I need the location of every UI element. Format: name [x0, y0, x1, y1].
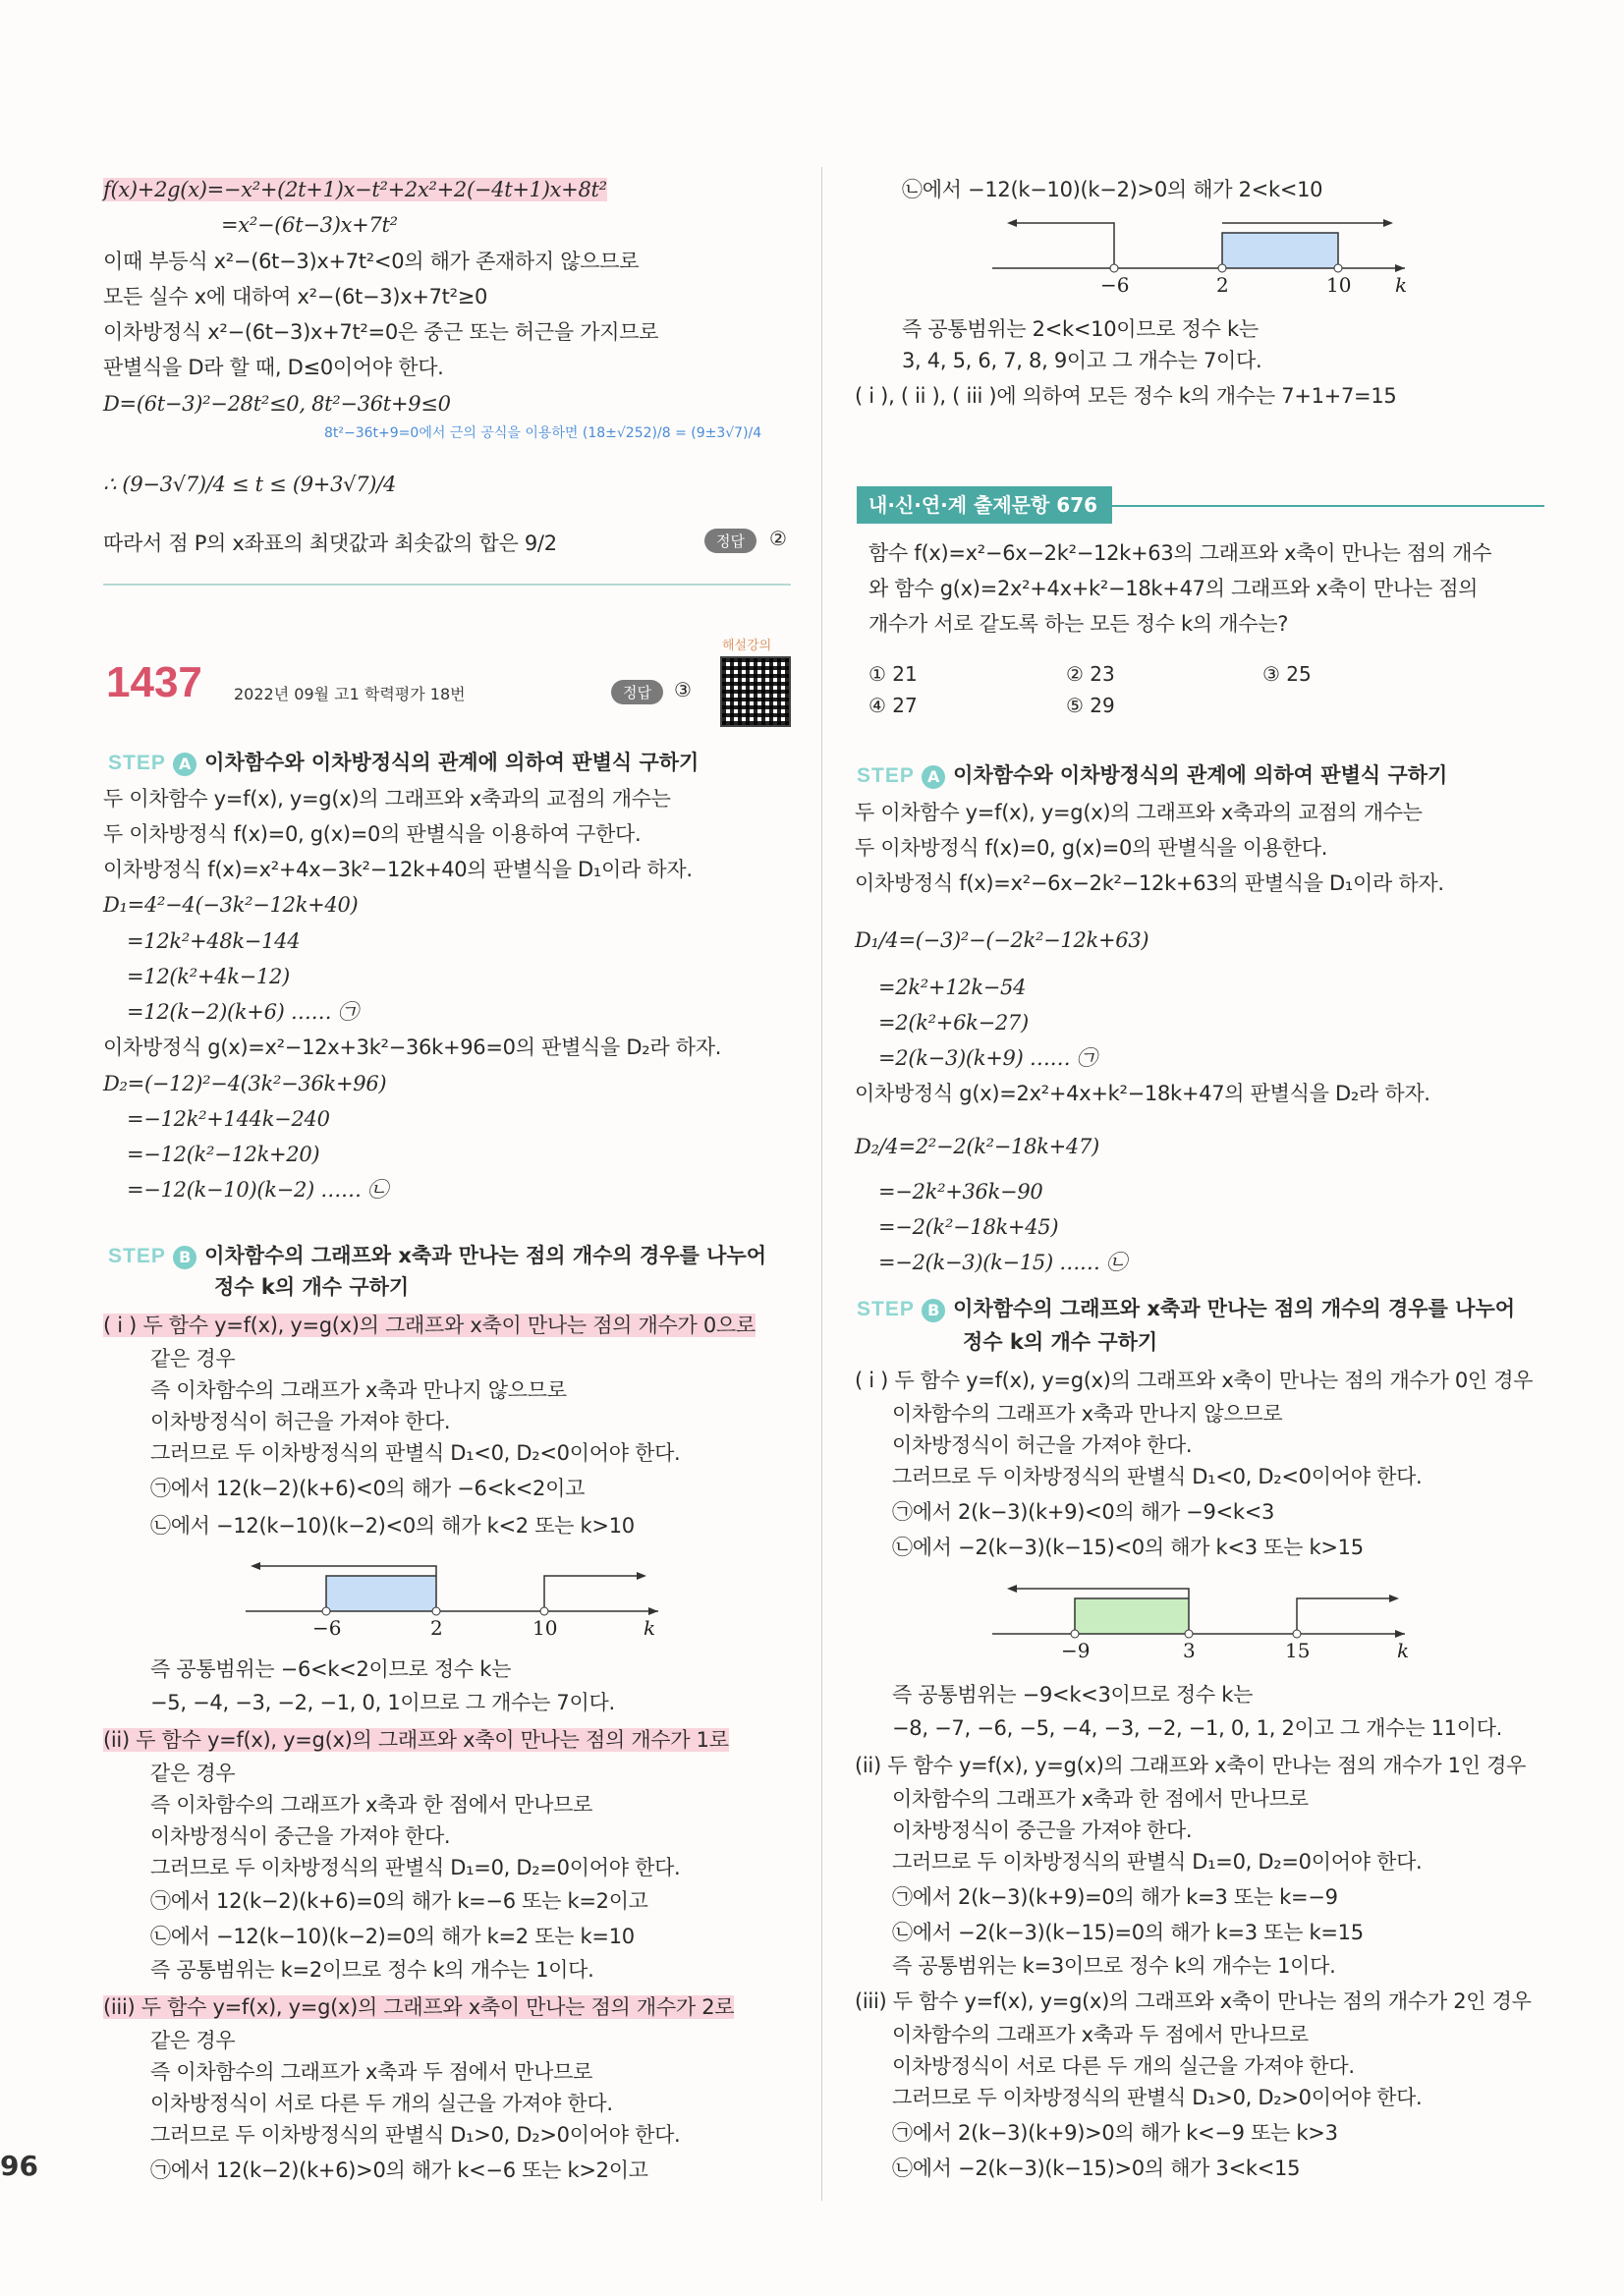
conclusion-line: 따라서 점 P의 x좌표의 최댓값과 최솟값의 합은 9/2 — [103, 532, 557, 555]
therefore-line: ∴ (9−3√7)/4 ≤ t ≤ (9+3√7)/4 — [103, 473, 397, 496]
text-line: −8, −7, −6, −5, −4, −3, −2, −1, 0, 1, 2이고 그 개수는 11이다. — [892, 1716, 1503, 1740]
question-line: 개수가 서로 같도록 하는 모든 정수 k의 개수는? — [868, 612, 1289, 636]
text-line: 그러므로 두 이차방정식의 판별식 D₁>0, D₂>0이어야 한다. — [150, 2123, 681, 2147]
interval-shade — [326, 1576, 436, 1611]
text-line: 이차방정식 f(x)=x²+4x−3k²−12k+40의 판별식을 D₁이라 하자. — [103, 858, 693, 881]
text-line: 이차방정식 f(x)=x²−6x−2k²−12k+63의 판별식을 D₁이라 하자. — [855, 871, 1444, 895]
text-line: 이차방정식 g(x)=2x²+4x+k²−18k+47의 판별식을 D₂라 하자. — [855, 1082, 1430, 1105]
step-a-heading: STEP A 이차함수와 이차방정식의 관계에 의하여 판별식 구하기 — [108, 751, 700, 774]
tick-label: k — [644, 1616, 656, 1640]
interval-shade — [1075, 1598, 1189, 1634]
answer-badge: 정답 — [611, 680, 663, 704]
eq-line: D₂=(−12)²−4(3k²−36k+96) — [103, 1072, 387, 1095]
text-line: 그러므로 두 이차방정식의 판별식 D₁>0, D₂>0이어야 한다. — [892, 2086, 1423, 2109]
text-line: ㉠에서 2(k−3)(k+9)<0의 해가 −9<k<3 — [892, 1500, 1275, 1524]
eq-line: D₂/4=2²−2(k²−18k+47) — [855, 1135, 1099, 1158]
eq-line: =−2k²+36k−90 — [878, 1180, 1043, 1204]
page-number: 96 — [0, 2150, 38, 2182]
tick-label: −9 — [1061, 1639, 1091, 1662]
eq-line: D₁=4²−4(−3k²−12k+40) — [103, 893, 359, 917]
header-label: 내·신·연·계 출제문항 676 — [857, 486, 1112, 524]
column-divider — [821, 167, 822, 2201]
tick-label: 2 — [1216, 273, 1229, 297]
answer-badge: 정답 — [704, 529, 756, 553]
text-line: 이차방정식 x²−(6t−3)x+7t²=0은 중근 또는 허근을 가지므로 — [103, 320, 659, 344]
text-line: ㉠에서 2(k−3)(k+9)>0의 해가 k<−9 또는 k>3 — [892, 2121, 1338, 2145]
choice-4[interactable]: ④ 27 — [868, 694, 918, 717]
step-b-heading: STEP B 이차함수의 그래프와 x축과 만나는 점의 개수의 경우를 나누어 — [108, 1244, 767, 1267]
problem-source: 2022년 09월 고1 학력평가 18번 — [234, 685, 466, 703]
header-rule — [1102, 505, 1544, 507]
eq-line: =x²−(6t−3)x+7t² — [221, 213, 398, 237]
text-line: ( i ), ( ii ), ( iii )에 의하여 모든 정수 k의 개수는 7+1+7=15 — [855, 384, 1397, 408]
number-line-diagram — [992, 211, 1425, 300]
text-line: ㉡에서 −2(k−3)(k−15)=0의 해가 k=3 또는 k=15 — [892, 1921, 1364, 1944]
text-line: ㉠에서 12(k−2)(k+6)<0의 해가 −6<k<2이고 — [150, 1477, 586, 1500]
section-divider — [103, 584, 791, 586]
eq-line: =2k²+12k−54 — [878, 976, 1027, 999]
step-a-heading: STEP A 이차함수와 이차방정식의 관계에 의하여 판별식 구하기 — [857, 763, 1448, 787]
tick-label: −6 — [1100, 273, 1130, 297]
eq-line: =−12(k²−12k+20) — [127, 1143, 320, 1166]
tick-label: −6 — [312, 1616, 342, 1640]
case-heading: (iii) 두 함수 y=f(x), y=g(x)의 그래프와 x축이 만나는 점의 개수가 2로 — [103, 1995, 735, 2019]
text-line: 이차함수의 그래프가 x축과 두 점에서 만나므로 — [892, 2023, 1309, 2046]
case-heading: (ii) 두 함수 y=f(x), y=g(x)의 그래프와 x축이 만나는 점의 개수가 1로 — [103, 1728, 729, 1752]
tick-label: k — [1395, 273, 1408, 297]
step-b-heading-2: 정수 k의 개수 구하기 — [214, 1275, 410, 1299]
text-line: 즉 이차함수의 그래프가 x축과 한 점에서 만나므로 — [150, 1793, 593, 1817]
text-line: 두 이차함수 y=f(x), y=g(x)의 그래프와 x축과의 교점의 개수는 — [855, 801, 1423, 824]
text-line: 이차방정식 g(x)=x²−12x+3k²−36k+96=0의 판별식을 D₂라 하자. — [103, 1036, 722, 1059]
eq-line: =12(k²+4k−12) — [127, 965, 290, 988]
text-line: ㉡에서 −2(k−3)(k−15)>0의 해가 3<k<15 — [892, 2156, 1301, 2180]
choice-5[interactable]: ⑤ 29 — [1066, 694, 1115, 717]
text-line: 이차함수의 그래프가 x축과 한 점에서 만나므로 — [892, 1787, 1309, 1811]
eq-line: =12k²+48k−144 — [127, 929, 301, 953]
tick-label: 10 — [1326, 273, 1352, 297]
eq-line: =−2(k−3)(k−15) …… ㉡ — [878, 1251, 1127, 1274]
text-line: −5, −4, −3, −2, −1, 0, 1이므로 그 개수는 7이다. — [150, 1691, 615, 1714]
text-line: ㉡에서 −12(k−10)(k−2)=0의 해가 k=2 또는 k=10 — [150, 1925, 635, 1948]
text-line: 이차방정식이 중근을 가져야 한다. — [150, 1824, 451, 1848]
text-line: 같은 경우 — [150, 1762, 236, 1785]
eq-line: D=(6t−3)²−28t²≤0, 8t²−36t+9≤0 — [103, 392, 451, 416]
text-line: 3, 4, 5, 6, 7, 8, 9이고 그 개수는 7이다. — [902, 349, 1262, 372]
text-line: 즉 공통범위는 k=3이므로 정수 k의 개수는 1이다. — [892, 1954, 1336, 1978]
text-line: 이차함수의 그래프가 x축과 만나지 않으므로 — [892, 1402, 1283, 1426]
tick-label: 10 — [532, 1616, 558, 1640]
problem-number: 1437 — [106, 658, 202, 706]
lecture-label: 해설강의 — [722, 639, 772, 653]
text-line: 두 이차방정식 f(x)=0, g(x)=0의 판별식을 이용한다. — [855, 836, 1328, 860]
text-line: 두 이차함수 y=f(x), y=g(x)의 그래프와 x축과의 교점의 개수는 — [103, 787, 671, 811]
text-line: ㉡에서 −12(k−10)(k−2)>0의 해가 2<k<10 — [902, 178, 1323, 201]
text-line: ㉡에서 −12(k−10)(k−2)<0의 해가 k<2 또는 k>10 — [150, 1514, 635, 1538]
eq-line: =−12(k−10)(k−2) …… ㉡ — [127, 1178, 388, 1202]
case-heading: (ii) 두 함수 y=f(x), y=g(x)의 그래프와 x축이 만나는 점의 개수가 1인 경우 — [855, 1754, 1527, 1777]
text-line: 판별식을 D라 할 때, D≤0이어야 한다. — [103, 356, 444, 379]
answer-value: ③ — [674, 678, 692, 701]
eq-line: =−12k²+144k−240 — [127, 1107, 330, 1131]
text-line: 모든 실수 x에 대하여 x²−(6t−3)x+7t²≥0 — [103, 285, 488, 308]
text-line: 두 이차방정식 f(x)=0, g(x)=0의 판별식을 이용하여 구한다. — [103, 822, 642, 846]
qr-code-icon[interactable] — [720, 656, 791, 727]
text-line: 이때 부등식 x²−(6t−3)x+7t²<0의 해가 존재하지 않으므로 — [103, 250, 640, 273]
step-b-heading-2: 정수 k의 개수 구하기 — [963, 1330, 1158, 1354]
eq-line: =−2(k²−18k+45) — [878, 1215, 1059, 1239]
text-line: 즉 공통범위는 k=2이므로 정수 k의 개수는 1이다. — [150, 1958, 594, 1982]
case-heading: ( i ) 두 함수 y=f(x), y=g(x)의 그래프와 x축이 만나는 점의 개수가 0인 경우 — [855, 1369, 1534, 1392]
eq-line: =2(k²+6k−27) — [878, 1011, 1029, 1035]
text-line: 같은 경우 — [150, 1347, 236, 1371]
text-line: 이차방정식이 중근을 가져야 한다. — [892, 1819, 1193, 1842]
linked-problem-header — [857, 486, 1544, 524]
step-b-heading: STEP B 이차함수의 그래프와 x축과 만나는 점의 개수의 경우를 나누어 — [857, 1297, 1516, 1320]
choice-2[interactable]: ② 23 — [1066, 662, 1115, 686]
text-line: 즉 이차함수의 그래프가 x축과 두 점에서 만나므로 — [150, 2060, 593, 2084]
text-line: 그러므로 두 이차방정식의 판별식 D₁<0, D₂<0이어야 한다. — [892, 1465, 1423, 1488]
choice-1[interactable]: ① 21 — [868, 662, 918, 686]
text-line: ㉠에서 12(k−2)(k+6)>0의 해가 k<−6 또는 k>2이고 — [150, 2158, 648, 2182]
text-line: ㉡에서 −2(k−3)(k−15)<0의 해가 k<3 또는 k>15 — [892, 1536, 1364, 1559]
eq-line: =2(k−3)(k+9) …… ㉠ — [878, 1046, 1097, 1070]
number-line-diagram — [246, 1554, 678, 1643]
tick-label: 3 — [1183, 1639, 1196, 1662]
text-line: 즉 공통범위는 −6<k<2이므로 정수 k는 — [150, 1657, 512, 1681]
text-line: 이차방정식이 허근을 가져야 한다. — [150, 1410, 451, 1433]
eq-line: f(x)+2g(x)=−x²+(2t+1)x−t²+2x²+2(−4t+1)x+8t² — [103, 178, 607, 201]
case-heading: (iii) 두 함수 y=f(x), y=g(x)의 그래프와 x축이 만나는 점의 개수가 2인 경우 — [855, 1989, 1532, 2013]
text-line: ㉠에서 2(k−3)(k+9)=0의 해가 k=3 또는 k=−9 — [892, 1885, 1338, 1909]
text-line: 같은 경우 — [150, 2029, 236, 2052]
text-line: 즉 공통범위는 2<k<10이므로 정수 k는 — [902, 317, 1259, 341]
question-line: 함수 f(x)=x²−6x−2k²−12k+63의 그래프와 x축이 만나는 점의 개수 — [868, 541, 1492, 565]
text-line: 즉 이차함수의 그래프가 x축과 만나지 않으므로 — [150, 1378, 567, 1402]
case-heading: ( i ) 두 함수 y=f(x), y=g(x)의 그래프와 x축이 만나는 점의 개수가 0으로 — [103, 1314, 756, 1337]
number-line-diagram — [992, 1577, 1425, 1665]
text-line: ㉠에서 12(k−2)(k+6)=0의 해가 k=−6 또는 k=2이고 — [150, 1889, 648, 1913]
text-line: 이차방정식이 서로 다른 두 개의 실근을 가져야 한다. — [892, 2054, 1355, 2078]
text-line: 그러므로 두 이차방정식의 판별식 D₁<0, D₂<0이어야 한다. — [150, 1441, 681, 1465]
choice-3[interactable]: ③ 25 — [1262, 662, 1312, 686]
eq-line: D₁/4=(−3)²−(−2k²−12k+63) — [855, 928, 1149, 952]
tick-label: 2 — [430, 1616, 443, 1640]
text-line: 그러므로 두 이차방정식의 판별식 D₁=0, D₂=0이어야 한다. — [150, 1856, 681, 1879]
text-line: 이차방정식이 서로 다른 두 개의 실근을 가져야 한다. — [150, 2092, 613, 2115]
text-line: 그러므로 두 이차방정식의 판별식 D₁=0, D₂=0이어야 한다. — [892, 1850, 1423, 1874]
question-line: 와 함수 g(x)=2x²+4x+k²−18k+47의 그래프와 x축이 만나는 점의 — [868, 577, 1479, 600]
formula-note: 8t²−36t+9=0에서 근의 공식을 이용하면 (18±√252)/8 = (9±3√7)/4 — [324, 425, 762, 441]
tick-label: 15 — [1285, 1639, 1311, 1662]
answer-value: ② — [769, 527, 787, 550]
interval-shade — [1222, 233, 1338, 268]
text-line: 즉 공통범위는 −9<k<3이므로 정수 k는 — [892, 1683, 1254, 1707]
eq-line: =12(k−2)(k+6) …… ㉠ — [127, 1000, 359, 1024]
tick-label: k — [1397, 1639, 1410, 1662]
text-line: 이차방정식이 허근을 가져야 한다. — [892, 1433, 1193, 1457]
